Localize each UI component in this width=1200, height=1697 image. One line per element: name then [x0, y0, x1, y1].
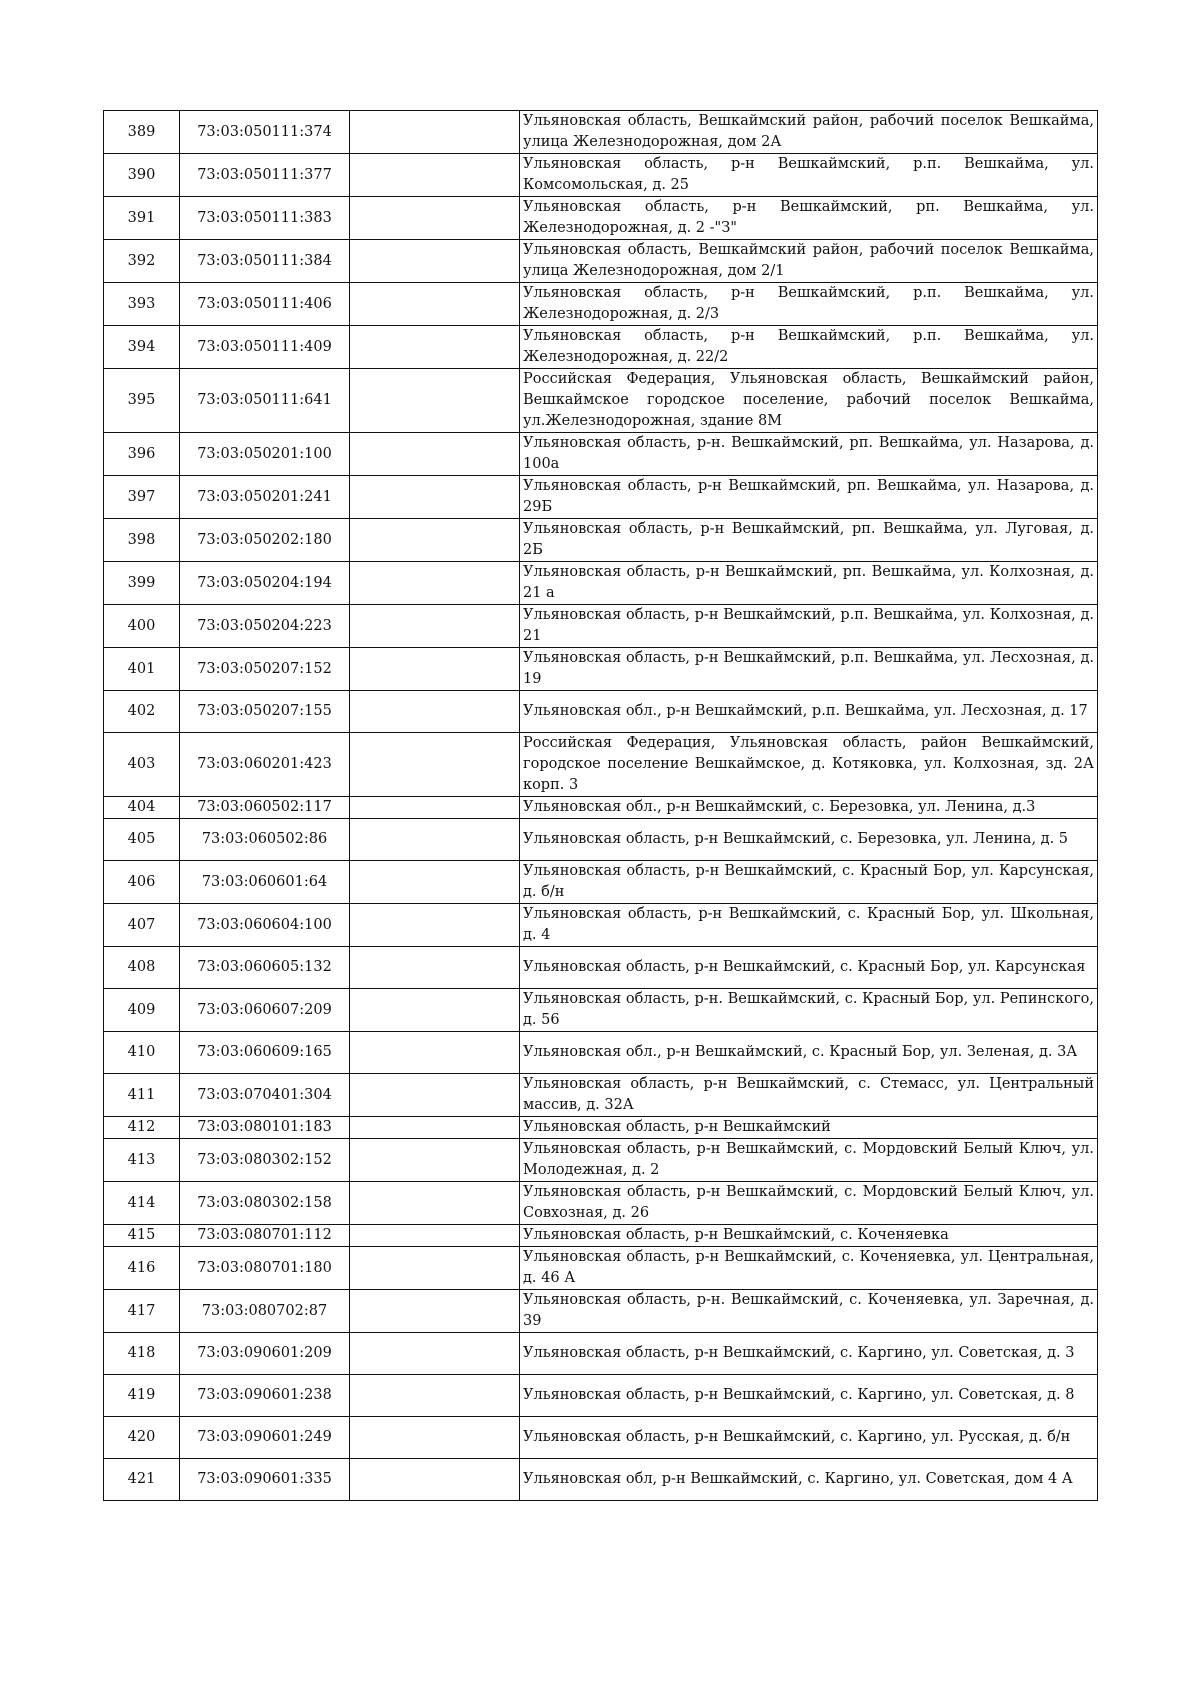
row-number: 402 [104, 691, 180, 733]
row-number: 412 [104, 1117, 180, 1139]
address-cell: Ульяновская область, р-н Вешкаймский, с. Коченяевка, ул. Центральная, д. 46 А [520, 1247, 1098, 1290]
address-cell: Российская Федерация, Ульяновская область, Вешкаймский район, Вешкаймское городское поселение, рабочий поселок Вешкайма, ул.Железнодорожная, здание 8М [520, 369, 1098, 433]
address-cell: Ульяновская область, р-н Вешкаймский, с. Красный Бор, ул. Карсунская, д. б/н [520, 861, 1098, 904]
cadastral-number: 73:03:070401:304 [180, 1074, 350, 1117]
empty-cell [350, 691, 520, 733]
registry-table [103, 110, 1098, 1501]
table-row [104, 819, 1098, 861]
address-cell: Ульяновская область, р-н Вешкаймский, с. Каргино, ул. Советская, д. 8 [520, 1375, 1098, 1417]
table-row [104, 326, 1098, 369]
row-number: 413 [104, 1139, 180, 1182]
empty-cell [350, 326, 520, 369]
empty-cell [350, 1247, 520, 1290]
table-row [104, 562, 1098, 605]
row-number: 398 [104, 519, 180, 562]
table-row [104, 691, 1098, 733]
empty-cell [350, 154, 520, 197]
cadastral-number: 73:03:060502:86 [180, 819, 350, 861]
address-cell: Ульяновская область, р-н Вешкаймский [520, 1117, 1098, 1139]
row-number: 406 [104, 861, 180, 904]
row-number: 400 [104, 605, 180, 648]
table-row [104, 1375, 1098, 1417]
address-cell: Ульяновская область, р-н Вешкаймский, с. Мордовский Белый Ключ, ул. Совхозная, д. 26 [520, 1182, 1098, 1225]
address-cell: Ульяновская область, р-н Вешкаймский, рп. Вешкайма, ул. Назарова, д. 29Б [520, 476, 1098, 519]
table-row [104, 1459, 1098, 1501]
address-cell: Ульяновская область, р-н. Вешкаймский, рп. Вешкайма, ул. Назарова, д. 100а [520, 433, 1098, 476]
empty-cell [350, 648, 520, 691]
address-cell: Ульяновская область, р-н Вешкаймский, р.п. Вешкайма, ул. Железнодорожная, д. 2/3 [520, 283, 1098, 326]
empty-cell [350, 1139, 520, 1182]
cadastral-number: 73:03:080701:112 [180, 1225, 350, 1247]
table-row [104, 283, 1098, 326]
empty-cell [350, 476, 520, 519]
row-number: 391 [104, 197, 180, 240]
row-number: 395 [104, 369, 180, 433]
cadastral-number: 73:03:060201:423 [180, 733, 350, 797]
cadastral-number: 73:03:060609:165 [180, 1032, 350, 1074]
cadastral-number: 73:03:080302:152 [180, 1139, 350, 1182]
cadastral-number: 73:03:090601:335 [180, 1459, 350, 1501]
row-number: 407 [104, 904, 180, 947]
table-row [104, 1032, 1098, 1074]
address-cell: Ульяновская область, Вешкаймский район, рабочий поселок Вешкайма, улица Железнодорожная, дом 2А [520, 111, 1098, 154]
empty-cell [350, 1290, 520, 1333]
empty-cell [350, 433, 520, 476]
row-number: 404 [104, 797, 180, 819]
address-cell: Ульяновская область, Вешкаймский район, рабочий поселок Вешкайма, улица Железнодорожная, дом 2/1 [520, 240, 1098, 283]
cadastral-number: 73:03:050201:100 [180, 433, 350, 476]
table-row [104, 1290, 1098, 1333]
address-cell: Ульяновская обл, р-н Вешкаймский, с. Каргино, ул. Советская, дом 4 А [520, 1459, 1098, 1501]
empty-cell [350, 562, 520, 605]
table-row [104, 1333, 1098, 1375]
address-cell: Ульяновская обл., р-н Вешкаймский, р.п. Вешкайма, ул. Лесхозная, д. 17 [520, 691, 1098, 733]
cadastral-number: 73:03:090601:209 [180, 1333, 350, 1375]
empty-cell [350, 1459, 520, 1501]
cadastral-number: 73:03:050111:384 [180, 240, 350, 283]
cadastral-number: 73:03:060604:100 [180, 904, 350, 947]
cadastral-number: 73:03:080101:183 [180, 1117, 350, 1139]
empty-cell [350, 1417, 520, 1459]
empty-cell [350, 797, 520, 819]
table-row [104, 369, 1098, 433]
empty-cell [350, 819, 520, 861]
row-number: 421 [104, 1459, 180, 1501]
table-row [104, 519, 1098, 562]
row-number: 420 [104, 1417, 180, 1459]
table-row [104, 154, 1098, 197]
address-cell: Ульяновская область, р-н Вешкаймский, с. Каргино, ул. Русская, д. б/н [520, 1417, 1098, 1459]
table-row [104, 1139, 1098, 1182]
row-number: 415 [104, 1225, 180, 1247]
row-number: 389 [104, 111, 180, 154]
row-number: 392 [104, 240, 180, 283]
row-number: 408 [104, 947, 180, 989]
row-number: 401 [104, 648, 180, 691]
empty-cell [350, 240, 520, 283]
address-cell: Ульяновская область, р-н Вешкаймский, с. Мордовский Белый Ключ, ул. Молодежная, д. 2 [520, 1139, 1098, 1182]
empty-cell [350, 861, 520, 904]
table-row [104, 1417, 1098, 1459]
row-number: 393 [104, 283, 180, 326]
address-cell: Ульяновская область, р-н Вешкаймский, с. Стемасс, ул. Центральный массив, д. 32А [520, 1074, 1098, 1117]
cadastral-number: 73:03:050204:194 [180, 562, 350, 605]
cadastral-number: 73:03:080302:158 [180, 1182, 350, 1225]
cadastral-number: 73:03:060601:64 [180, 861, 350, 904]
empty-cell [350, 1032, 520, 1074]
table-row [104, 1074, 1098, 1117]
address-cell: Российская Федерация, Ульяновская область, район Вешкаймский, городское поселение Вешкаймское, д. Котяковка, ул. Колхозная, зд. 2А корп. 3 [520, 733, 1098, 797]
empty-cell [350, 989, 520, 1032]
cadastral-number: 73:03:090601:249 [180, 1417, 350, 1459]
row-number: 394 [104, 326, 180, 369]
empty-cell [350, 904, 520, 947]
table-row [104, 648, 1098, 691]
address-cell: Ульяновская область, р-н Вешкаймский, рп. Вешкайма, ул. Колхозная, д. 21 а [520, 562, 1098, 605]
address-cell: Ульяновская обл., р-н Вешкаймский, с. Березовка, ул. Ленина, д.3 [520, 797, 1098, 819]
address-cell: Ульяновская область, р-н Вешкаймский, с. Березовка, ул. Ленина, д. 5 [520, 819, 1098, 861]
cadastral-number: 73:03:050111:641 [180, 369, 350, 433]
address-cell: Ульяновская обл., р-н Вешкаймский, с. Красный Бор, ул. Зеленая, д. 3А [520, 1032, 1098, 1074]
table-row [104, 433, 1098, 476]
row-number: 405 [104, 819, 180, 861]
row-number: 414 [104, 1182, 180, 1225]
table-row [104, 1247, 1098, 1290]
address-cell: Ульяновская область, р-н Вешкаймский, с. Коченяевка [520, 1225, 1098, 1247]
address-cell: Ульяновская область, р-н Вешкаймский, рп. Вешкайма, ул. Луговая, д. 2Б [520, 519, 1098, 562]
cadastral-number: 73:03:050111:377 [180, 154, 350, 197]
row-number: 411 [104, 1074, 180, 1117]
row-number: 403 [104, 733, 180, 797]
address-cell: Ульяновская область, р-н Вешкаймский, р.п. Вешкайма, ул. Комсомольская, д. 25 [520, 154, 1098, 197]
table-row [104, 1117, 1098, 1139]
cadastral-number: 73:03:090601:238 [180, 1375, 350, 1417]
cadastral-number: 73:03:050111:406 [180, 283, 350, 326]
address-cell: Ульяновская область, р-н Вешкаймский, с. Красный Бор, ул. Школьная, д. 4 [520, 904, 1098, 947]
cadastral-number: 73:03:050204:223 [180, 605, 350, 648]
table-row [104, 947, 1098, 989]
address-cell: Ульяновская область, р-н. Вешкаймский, с. Красный Бор, ул. Репинского, д. 56 [520, 989, 1098, 1032]
cadastral-number: 73:03:060502:117 [180, 797, 350, 819]
registry-body [104, 111, 1098, 1501]
table-row [104, 240, 1098, 283]
empty-cell [350, 1375, 520, 1417]
table-row [104, 476, 1098, 519]
empty-cell [350, 1225, 520, 1247]
empty-cell [350, 519, 520, 562]
empty-cell [350, 1074, 520, 1117]
address-cell: Ульяновская область, р-н. Вешкаймский, с. Коченяевка, ул. Заречная, д. 39 [520, 1290, 1098, 1333]
row-number: 418 [104, 1333, 180, 1375]
cadastral-number: 73:03:050111:383 [180, 197, 350, 240]
row-number: 417 [104, 1290, 180, 1333]
empty-cell [350, 1117, 520, 1139]
empty-cell [350, 283, 520, 326]
empty-cell [350, 1333, 520, 1375]
table-row [104, 197, 1098, 240]
table-row [104, 111, 1098, 154]
table-row [104, 797, 1098, 819]
row-number: 397 [104, 476, 180, 519]
empty-cell [350, 947, 520, 989]
cadastral-number: 73:03:050111:374 [180, 111, 350, 154]
address-cell: Ульяновская область, р-н Вешкаймский, р.п. Вешкайма, ул. Колхозная, д. 21 [520, 605, 1098, 648]
address-cell: Ульяновская область, р-н Вешкаймский, р.п. Вешкайма, ул. Лесхозная, д. 19 [520, 648, 1098, 691]
row-number: 416 [104, 1247, 180, 1290]
cadastral-number: 73:03:060607:209 [180, 989, 350, 1032]
row-number: 396 [104, 433, 180, 476]
address-cell: Ульяновская область, р-н Вешкаймский, с. Красный Бор, ул. Карсунская [520, 947, 1098, 989]
table-row [104, 904, 1098, 947]
cadastral-number: 73:03:050207:155 [180, 691, 350, 733]
cadastral-number: 73:03:080701:180 [180, 1247, 350, 1290]
table-row [104, 989, 1098, 1032]
address-cell: Ульяновская область, р-н Вешкаймский, с. Каргино, ул. Советская, д. 3 [520, 1333, 1098, 1375]
table-row [104, 1182, 1098, 1225]
empty-cell [350, 197, 520, 240]
row-number: 399 [104, 562, 180, 605]
cadastral-number: 73:03:050202:180 [180, 519, 350, 562]
table-row [104, 605, 1098, 648]
address-cell: Ульяновская область, р-н Вешкаймский, р.п. Вешкайма, ул. Железнодорожная, д. 22/2 [520, 326, 1098, 369]
cadastral-number: 73:03:060605:132 [180, 947, 350, 989]
table-row [104, 861, 1098, 904]
empty-cell [350, 1182, 520, 1225]
empty-cell [350, 733, 520, 797]
empty-cell [350, 605, 520, 648]
cadastral-number: 73:03:050201:241 [180, 476, 350, 519]
row-number: 409 [104, 989, 180, 1032]
row-number: 410 [104, 1032, 180, 1074]
row-number: 419 [104, 1375, 180, 1417]
cadastral-number: 73:03:080702:87 [180, 1290, 350, 1333]
table-row [104, 733, 1098, 797]
cadastral-number: 73:03:050207:152 [180, 648, 350, 691]
cadastral-number: 73:03:050111:409 [180, 326, 350, 369]
empty-cell [350, 111, 520, 154]
table-row [104, 1225, 1098, 1247]
row-number: 390 [104, 154, 180, 197]
address-cell: Ульяновская область, р-н Вешкаймский, рп. Вешкайма, ул. Железнодорожная, д. 2 -"З" [520, 197, 1098, 240]
empty-cell [350, 369, 520, 433]
